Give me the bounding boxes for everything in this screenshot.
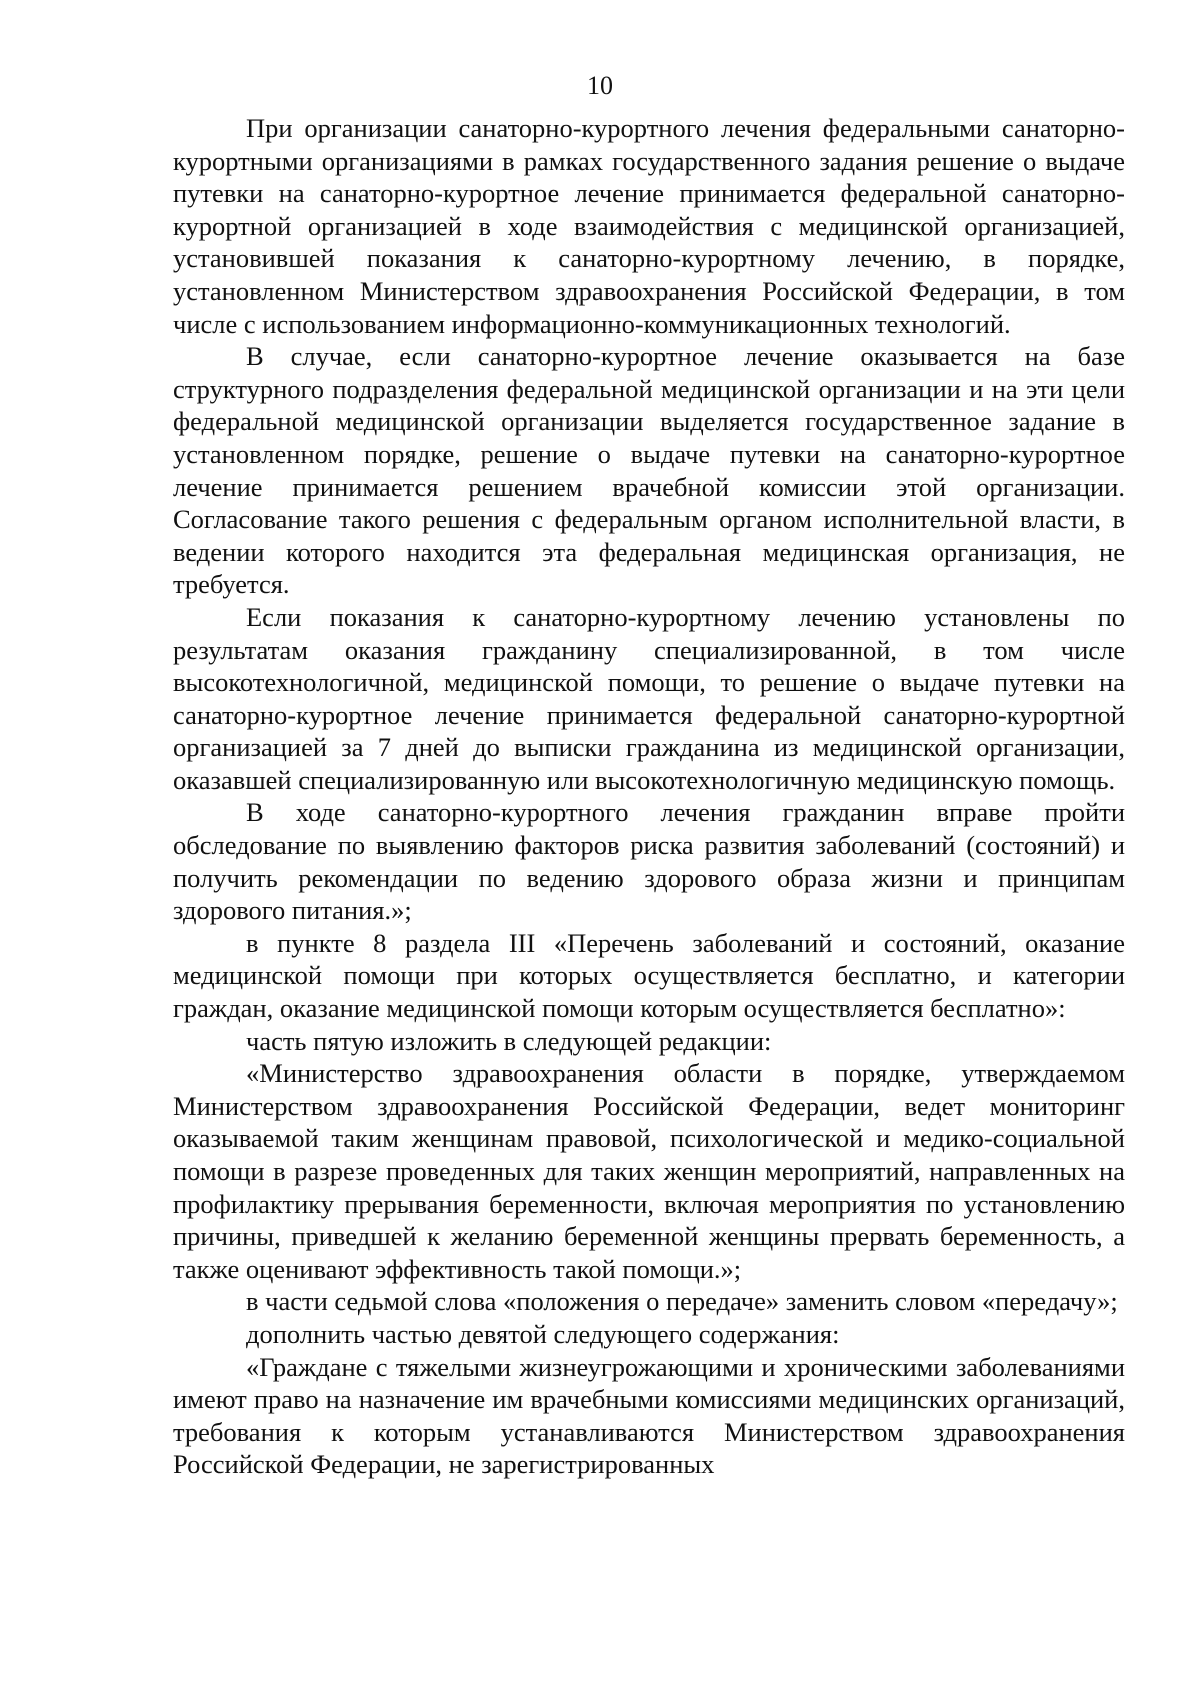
paragraph-risk-factor-examination: В ходе санаторно-курортного лечения гражданин вправе пройти обследование по выявлению факторов риска развития заболеваний (состояний) и получить рекомендации по ведению здорового образа жизни и принципам здорового питания.»;: [173, 797, 1125, 926]
paragraph-structural-subdivision: В случае, если санаторно-курортное лечение оказывается на базе структурного подразделения федеральной медицинской организации и на эти цели федеральной медицинской организации выделяется государственное задание в установленном порядке, решение о выдаче путевки на санаторно-курортное лечение принимается решением врачебной комиссии этой организации. Согласование такого решения с федеральным органом исполнительной власти, в ведении которого находится эта федеральная медицинская организация, не требуется.: [173, 341, 1125, 600]
paragraph-section-iii-point-8: в пункте 8 раздела III «Перечень заболеваний и состояний, оказание медицинской помощи при которых осуществляется бесплатно, и категории граждан, оказание медицинской помощи которым осуществляется бесплатно»:: [173, 927, 1125, 1024]
paragraph-part-seven-amendment: в части седьмой слова «положения о передаче» заменить словом «передачу»;: [246, 1286, 1118, 1317]
page-number: 10: [587, 71, 613, 100]
document-body: [173, 112, 1125, 1481]
paragraph-ministry-monitoring: «Министерство здравоохранения области в порядке, утверждаемом Министерством здравоохранения Российской Федерации, ведет мониторинг оказываемой таким женщинам правовой, психологической и медико-социальной помощи в разрезе проведенных для таких женщин мероприятий, направленных на профилактику прерывания беременности, включая мероприятия по установлению причины, приведшей к желанию беременной женщины прервать беременность, а также оценивают эффективность такой помощи.»;: [173, 1058, 1125, 1284]
paragraph-specialized-care-indications: Если показания к санаторно-курортному лечению установлены по результатам оказания гражданину специализированной, в том числе высокотехнологичной, медицинской помощи, то решение о выдаче путевки на санаторно-курортное лечение принимается федеральной санаторно-курортной организацией за 7 дней до выписки гражданина из медицинской организации, оказавшей специализированную или высокотехнологичную медицинскую помощь.: [173, 601, 1125, 795]
paragraph-part-nine-instruction: дополнить частью девятой следующего содержания:: [246, 1318, 840, 1349]
paragraph-sanatorium-federal-organizations: При организации санаторно-курортного лечения федеральными санаторно-курортными организациями в рамках государственного задания решение о выдаче путевки на санаторно-курортное лечение принимается федеральной санаторно-курортной организацией в ходе взаимодействия с медицинской организацией, установившей показания к санаторно-курортному лечению, в порядке, установленном Министерством здравоохранения Российской Федерации, в том числе с использованием информационно-коммуникационных технологий.: [173, 113, 1125, 339]
paragraph-severe-diseases-rights: «Граждане с тяжелыми жизнеугрожающими и хроническими заболеваниями имеют право на назначение им врачебными комиссиями медицинских организаций, требования к которым устанавливаются Министерством здравоохранения Российской Федерации, не зарегистрированных: [173, 1351, 1125, 1480]
paragraph-part-five-instruction: часть пятую изложить в следующей редакции:: [246, 1025, 772, 1056]
